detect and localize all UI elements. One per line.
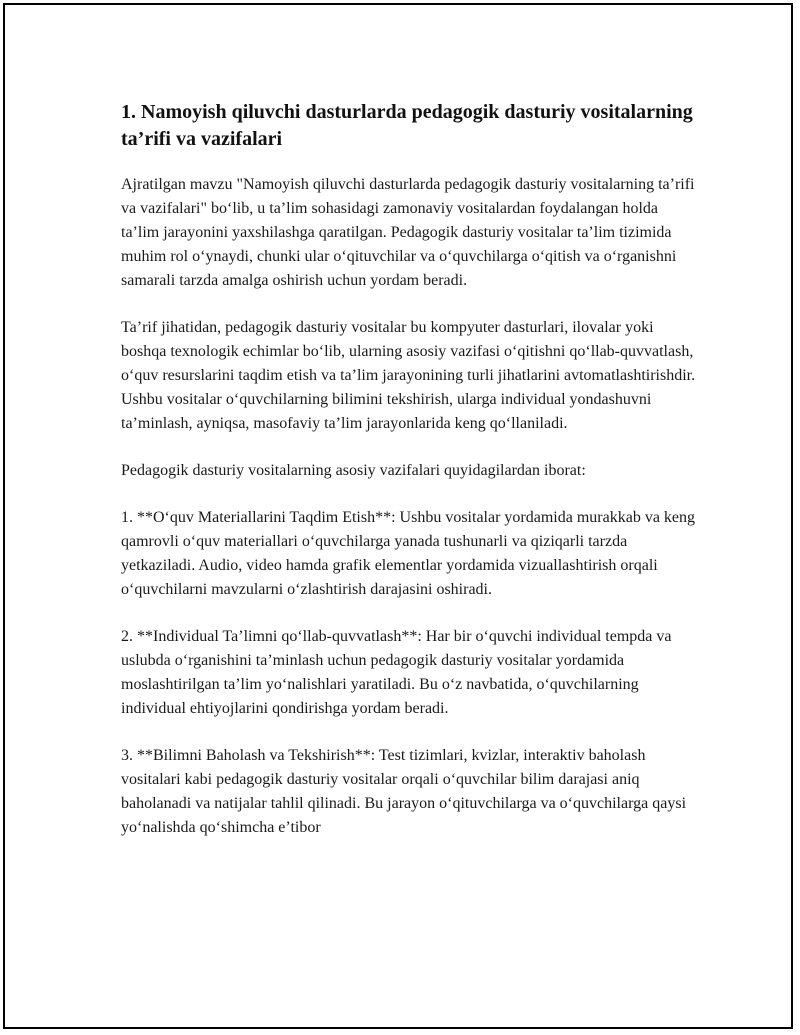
document-page bbox=[3, 3, 793, 1029]
list-item-3: 3. **Bilimni Baholash va Tekshirish**: Test tizimlari, kvizlar, interaktiv baholash vositalari kabi pedagogik dasturiy vositalar orqali o‘quvchilar bilim darajasi aniq baholanadi va natijalar tahlil qilinadi. Bu jarayon o‘qituvchilarga va o‘quvchilarga qaysi yo‘nalishda qo‘shimcha e’tibor bbox=[121, 747, 687, 836]
paragraph-intro: Ajratilgan mavzu "Namoyish qiluvchi dasturlarda pedagogik dasturiy vositalarning ta’rifi va vazifalari" bo‘lib, u ta’lim sohasidagi zamonaviy vositalardan foydalangan holda ta’lim jarayonini yaxshilashga qaratilgan. Pedagogik dasturiy vositalar ta’lim tizimida muhim rol o‘ynaydi, chunki ular o‘qituvchilar va o‘quvchilarga o‘qitish va o‘rganishni samarali tarzda amalga oshirish uchun yordam beradi. bbox=[121, 176, 695, 289]
paragraph-definition: Ta’rif jihatidan, pedagogik dasturiy vositalar bu kompyuter dasturlari, ilovalar yoki boshqa texnologik echimlar bo‘lib, ularning asosiy vazifasi o‘qitishni qo‘llab-quvvatlash, o‘quv resurslarini taqdim etish va ta’lim jarayonining turli jihatlarini avtomatlashtirishdir. Ushbu vositalar o‘quvchilarning bilimini tekshirish, ularga individual yondashuvni ta’minlash, ayniqsa, masofaviy ta’lim jarayonlarida keng qo‘llaniladi. bbox=[121, 319, 696, 432]
section-heading: 1. Namoyish qiluvchi dasturlarda pedagogik dasturiy vositalarning ta’rifi va vazifalari bbox=[121, 101, 693, 150]
document-content bbox=[121, 99, 697, 863]
paragraph-functions-lead: Pedagogik dasturiy vositalarning asosiy vazifalari quyidagilardan iborat: bbox=[121, 462, 586, 479]
list-item-1: 1. **O‘quv Materiallarini Taqdim Etish**: Ushbu vositalar yordamida murakkab va keng qamrovli o‘quv materiallari o‘quvchilarga yanada tushunarli va qiziqarli tarzda yetkaziladi. Audio, video hamda grafik elementlar yordamida vizuallashtirish orqali o‘quvchilarni mavzularni o‘zlashtirish darajasini oshiradi. bbox=[121, 509, 696, 598]
list-item-2: 2. **Individual Ta’limni qo‘llab-quvvatlash**: Har bir o‘quvchi individual tempda va uslubda o‘rganishini ta’minlash uchun pedagogik dasturiy vositalar yordamida moslashtirilgan ta’lim yo‘nalishlari yaratiladi. Bu o‘z navbatida, o‘quvchilarning individual ehtiyojlarini qondirishga yordam beradi. bbox=[121, 628, 672, 717]
